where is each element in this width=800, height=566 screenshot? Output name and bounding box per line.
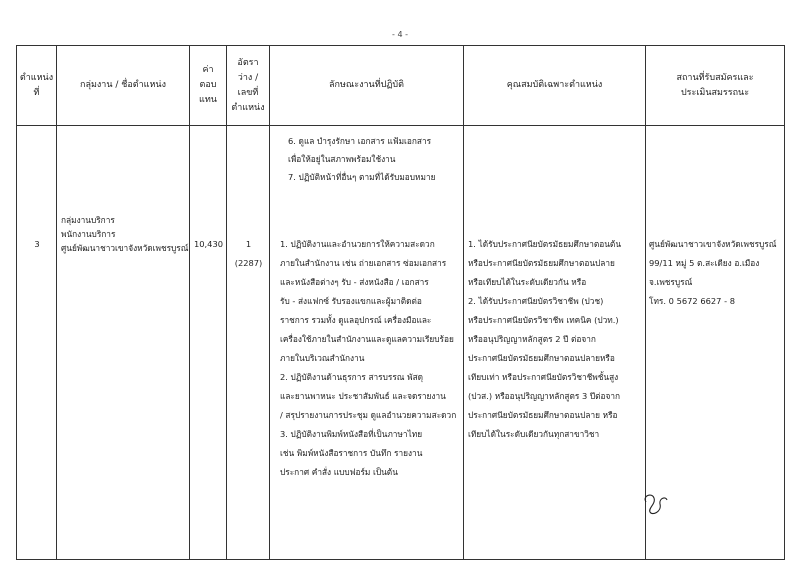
header-wage xyxy=(190,46,227,126)
header-line: ลักษณะงานที่ปฏิบัติ xyxy=(329,80,404,90)
text-line: 6. ดูแล บำรุงรักษา เอกสาร แฟ้มเอกสาร xyxy=(288,136,432,146)
header-line: คุณสมบัติเฉพาะตำแหน่ง xyxy=(506,80,603,90)
rate-lines xyxy=(227,126,269,559)
qualification-lines xyxy=(464,126,645,559)
text-line: เทียบเท่า หรือประกาศนียบัตรวิชาชีพชั้นสูง xyxy=(468,372,619,382)
text-line: ภายในสำนักงาน เช่น ถ่ายเอกสาร ซ่อมเอกสาร xyxy=(280,258,447,268)
text-line: ประกาศ คำสั่ง แบบฟอร์ม เป็นต้น xyxy=(280,467,398,477)
position-table xyxy=(16,45,785,560)
header-line: กลุ่มงาน / ชื่อตำแหน่ง xyxy=(80,80,166,90)
header-line: ค่า xyxy=(202,65,214,75)
text-line: ศูนย์พัฒนาชาวเขาจังหวัดเพชรบูรณ์ xyxy=(61,243,189,253)
header-lines xyxy=(227,56,269,116)
header-lines xyxy=(57,78,189,93)
header-line: แทน xyxy=(199,95,217,105)
header-line: ที่ xyxy=(33,87,40,98)
header-lines xyxy=(646,71,784,101)
text-line: 3. ปฏิบัติงานพิมพ์หนังสือที่เป็นภาษาไทย xyxy=(280,429,423,439)
text-line: 2. ปฏิบัติงานด้านธุรการ สารบรรณ พัสดุ xyxy=(280,372,424,382)
header-group-title xyxy=(57,46,190,126)
cell-position-no xyxy=(17,126,57,560)
signature xyxy=(640,490,670,518)
text-line: หรือประกาศนียบัตรวิชาชีพ เทคนิค (ปวท.) xyxy=(468,315,619,325)
header-lines xyxy=(17,71,56,101)
header-line: อัตรา xyxy=(237,57,259,68)
group-lines xyxy=(57,126,189,559)
text-line: ศูนย์พัฒนาชาวเขาจังหวัดเพชรบูรณ์ xyxy=(649,239,777,249)
text-line: เพื่อให้อยู่ในสภาพพร้อมใช้งาน xyxy=(288,154,396,164)
cell-group-title xyxy=(57,126,190,560)
text-line: 7. ปฏิบัติหน้าที่อื่นๆ ตามที่ได้รับมอบหมาย xyxy=(288,172,436,182)
header-lines xyxy=(464,78,645,93)
text-line: 1. ได้รับประกาศนียบัตรมัธยมศึกษาตอนต้น xyxy=(468,239,621,249)
header-line: ประเมินสมรรถนะ xyxy=(680,87,750,98)
text-line: พนักงานบริการ xyxy=(61,229,116,239)
text-line: 99/11 หมู่ 5 ต.สะเดียง อ.เมือง xyxy=(649,258,760,268)
text-line: จ.เพชรบูรณ์ xyxy=(649,277,693,287)
text-line: และหนังสือต่างๆ รับ - ส่งหนังสือ / เอกสาร xyxy=(280,277,429,287)
position-number: 3 xyxy=(34,239,40,249)
page-number: - 4 - xyxy=(392,30,408,39)
text-line: ประกาศนียบัตรมัธยมศึกษาตอนปลาย หรือ xyxy=(468,410,618,420)
text-line: (2287) xyxy=(234,258,263,268)
text-line: เครื่องใช้ภายในสำนักงานและดูแลความเรียบร้อย xyxy=(280,334,454,344)
text-line: กลุ่มงานบริการ xyxy=(61,215,115,225)
text-line: และยานพาหนะ ประชาสัมพันธ์ และจดรายงาน xyxy=(280,391,446,401)
text-line: เทียบได้ในระดับเดียวกันทุกสาขาวิชา xyxy=(468,429,600,439)
cell-rate xyxy=(227,126,270,560)
text-line: หรือเทียบได้ในระดับเดียวกัน หรือ xyxy=(468,277,587,287)
text-line: ราชการ รวมทั้ง ดูแลอุปกรณ์ เครื่องมือและ xyxy=(280,315,432,325)
text-line: / สรุปรายงานการประชุม ดูแลอำนวยความสะดวก xyxy=(280,410,457,420)
header-lines xyxy=(190,63,226,108)
cell-wage xyxy=(190,126,227,560)
header-qualifications xyxy=(464,46,646,126)
header-duties xyxy=(270,46,464,126)
header-line: ตอบ xyxy=(199,80,217,90)
text-line: 1 xyxy=(245,239,252,249)
cell-duties xyxy=(270,126,464,560)
header-line: ว่าง / xyxy=(237,72,259,83)
cell-qualifications xyxy=(464,126,646,560)
header-line: สถานที่รับสมัครและ xyxy=(676,72,754,83)
text-line: โทร. 0 5672 6627 - 8 xyxy=(649,296,735,306)
text-line: เช่น พิมพ์หนังสือราชการ บันทึก รายงาน xyxy=(280,448,423,458)
header-line: เลขที่ xyxy=(237,87,259,98)
text-line: หรืออนุปริญญาหลักสูตร 2 ปี ต่อจาก xyxy=(468,334,596,344)
header-line: ตำแหน่ง xyxy=(19,72,54,83)
wage-value: 10,430 xyxy=(193,239,224,249)
text-line: 1. ปฏิบัติงานและอำนวยการให้ความสะดวก xyxy=(280,239,435,249)
header-line: ตำแหน่ง xyxy=(231,102,265,113)
text-line: หรือประกาศนียบัตรมัธยมศึกษาตอนปลาย xyxy=(468,258,615,268)
text-line: ภายในบริเวณสำนักงาน xyxy=(280,353,365,363)
text-line: ประกาศนียบัตรมัธยมศึกษาตอนปลายหรือ xyxy=(468,353,615,363)
header-position-no xyxy=(17,46,57,126)
text-line: 2. ได้รับประกาศนียบัตรวิชาชีพ (ปวช) xyxy=(468,296,604,306)
text-line: (ปวส.) หรืออนุปริญญาหลักสูตร 3 ปีต่อจาก xyxy=(468,391,621,401)
header-rate xyxy=(227,46,270,126)
header-application-place xyxy=(646,46,785,126)
header-lines xyxy=(270,78,463,93)
text-line: รับ - ส่งแฟกซ์ รับรองแขกและผู้มาติดต่อ xyxy=(280,296,422,306)
table-header-row xyxy=(17,46,785,126)
